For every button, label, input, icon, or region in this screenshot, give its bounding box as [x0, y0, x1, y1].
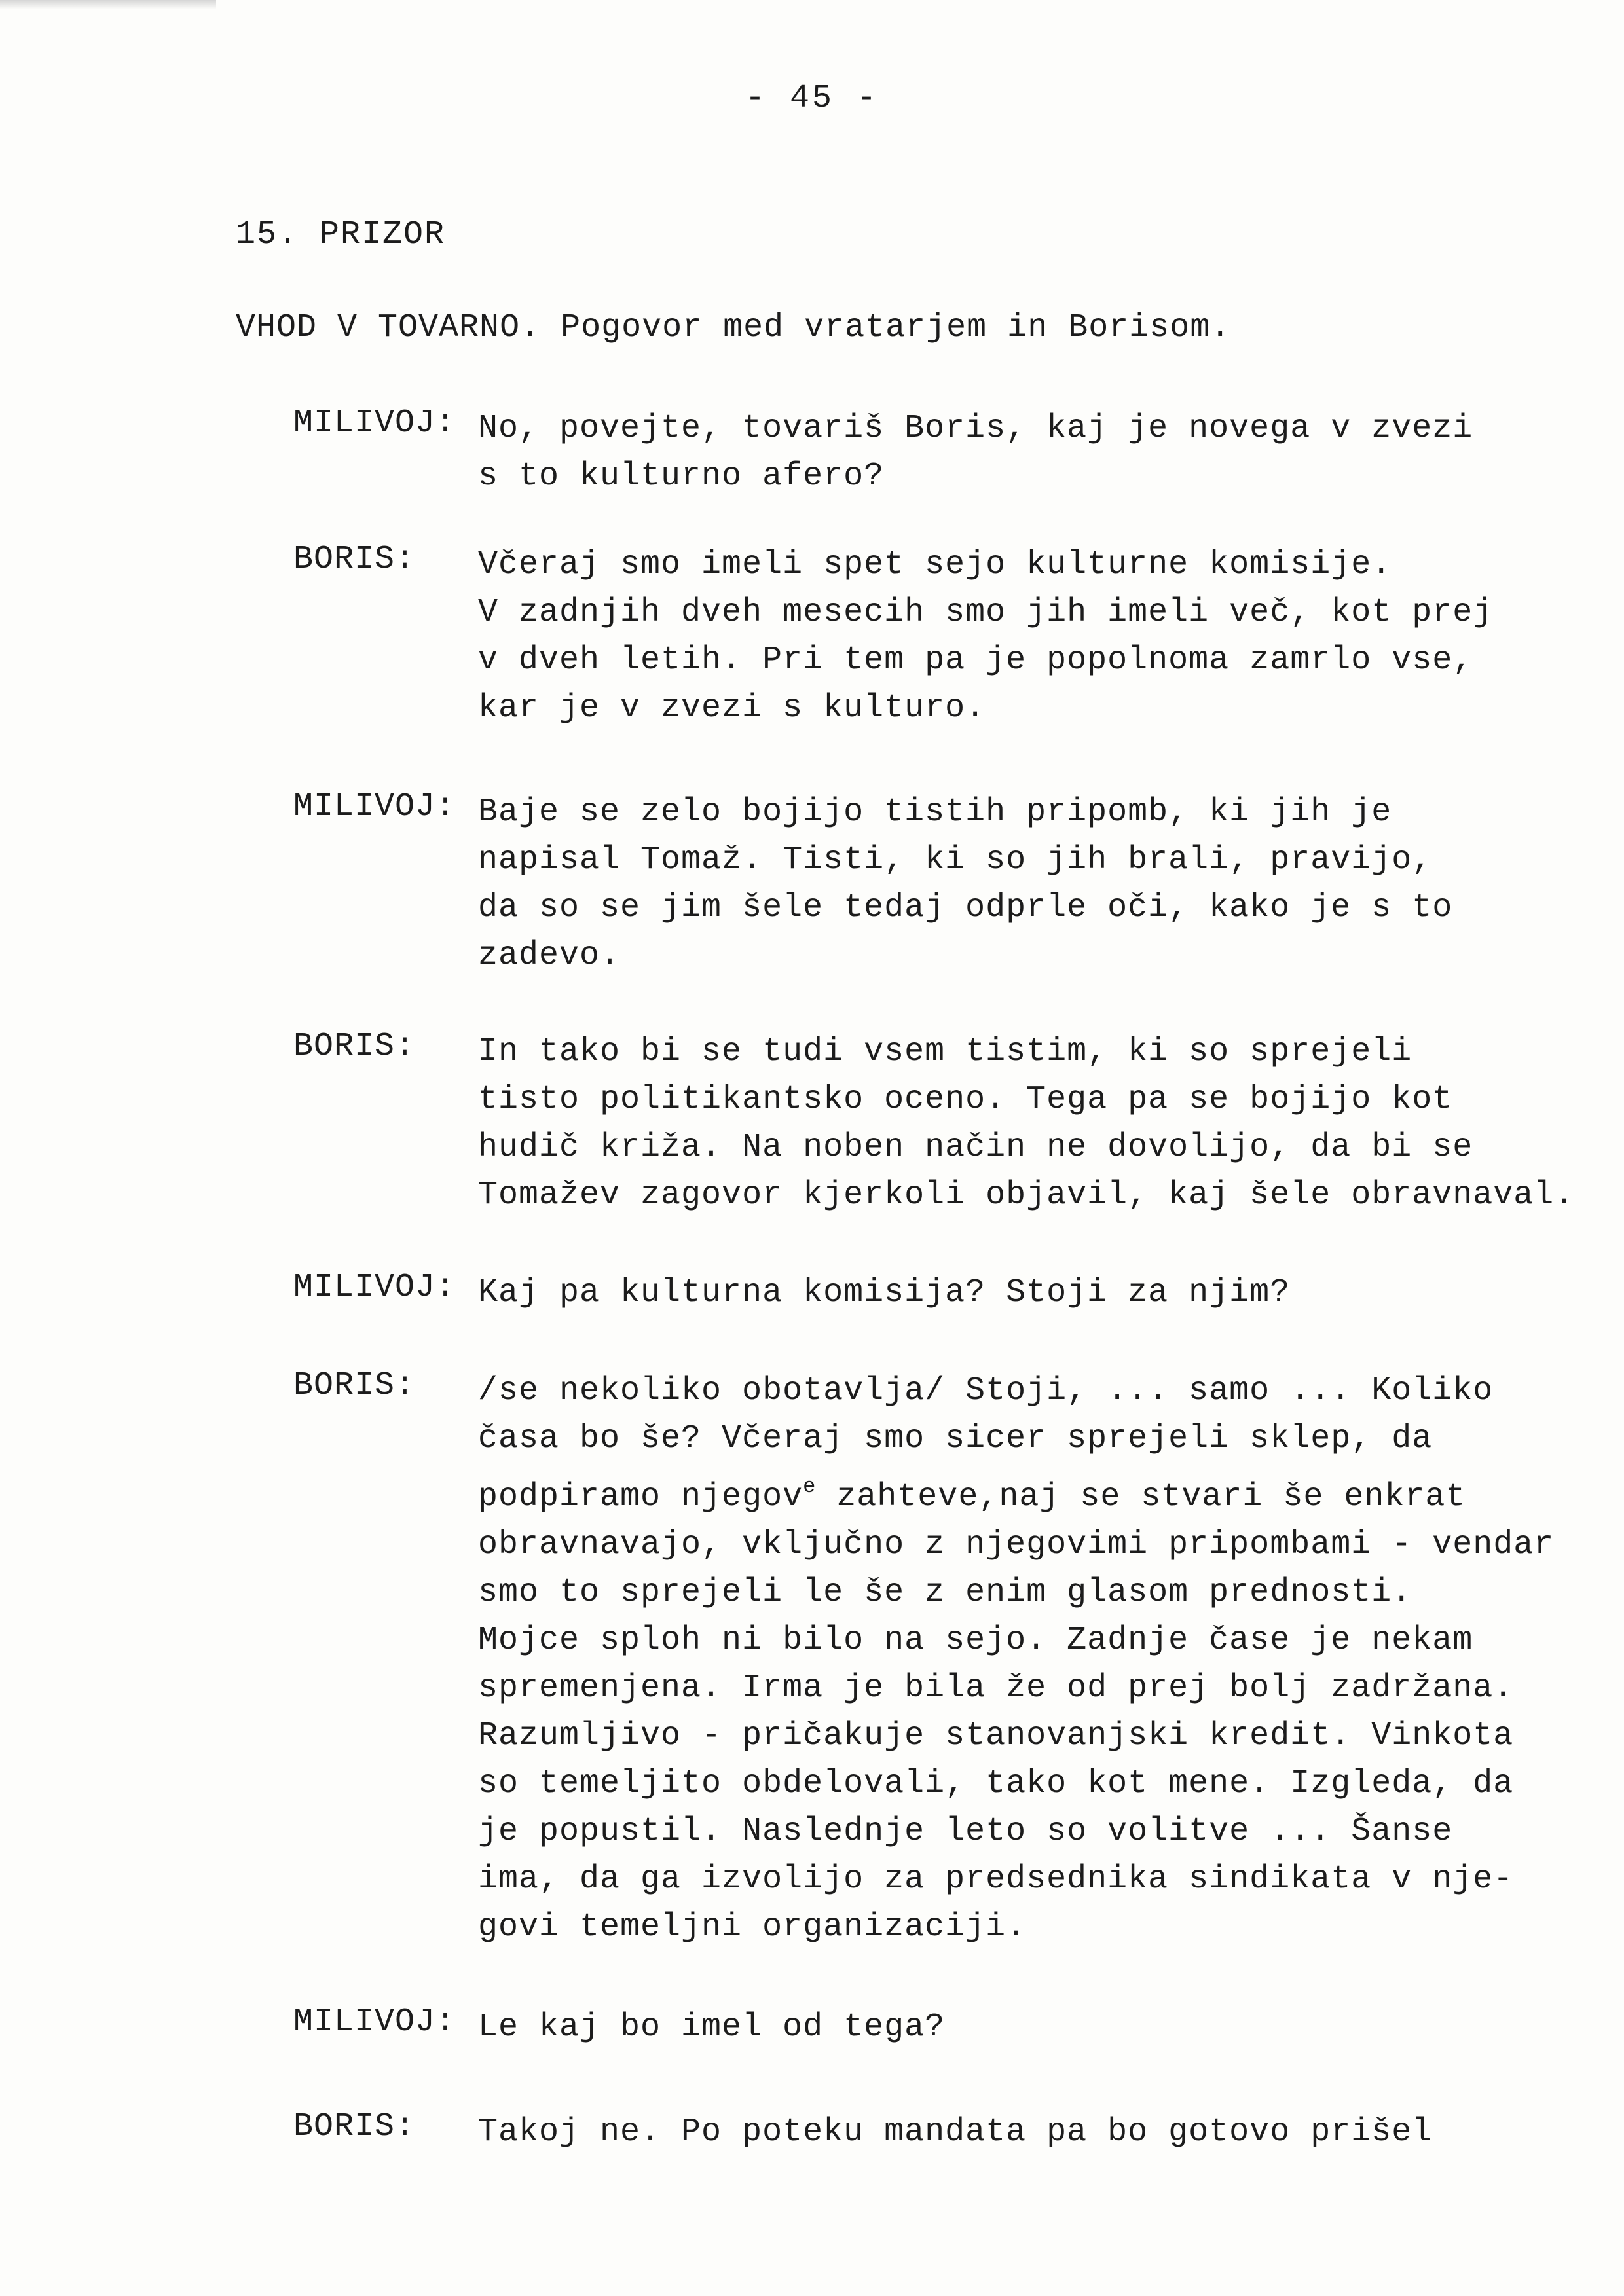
- speech-line: časa bo še? Včeraj smo sicer sprejeli sklep, da: [478, 1420, 1433, 1457]
- speech-text: [478, 788, 1591, 979]
- speech-line: napisal Tomaž. Tisti, ki so jih brali, pravijo,: [478, 841, 1433, 879]
- speaker-name: MILIVOJ:: [293, 2003, 456, 2041]
- speech-line: V zadnjih dveh mesecih smo jih imeli več, kot prej: [478, 594, 1494, 631]
- speech-line: Včeraj smo imeli spet sejo kulturne komisije.: [478, 546, 1392, 583]
- speech-line: v dveh letih. Pri tem pa je popolnoma zamrlo vse,: [478, 642, 1473, 679]
- speech-line: tisto politikantsko oceno. Tega pa se bojijo kot: [478, 1081, 1453, 1118]
- speech-line: Le kaj bo imel od tega?: [478, 2009, 946, 2046]
- speaker-name: MILIVOJ:: [293, 1269, 456, 1306]
- scene-heading: 15. PRIZOR: [236, 216, 446, 253]
- speech-line-end: zahteve,naj se stvari še enkrat: [816, 1478, 1466, 1516]
- speech-line: hudič križa. Na noben način ne dovolijo, da bi se: [478, 1129, 1473, 1166]
- speech-text: [478, 2108, 1591, 2156]
- speech-line: Mojce sploh ni bilo na sejo. Zadnje čase je nekam: [478, 1622, 1473, 1659]
- speech-line: so temeljito obdelovali, tako kot mene. Izgleda, da: [478, 1765, 1514, 1802]
- speaker-name: BORIS:: [293, 2108, 416, 2145]
- speech-line: In tako bi se tudi vsem tistim, ki so sprejeli: [478, 1033, 1412, 1070]
- stage-direction: VHOD V TOVARNO. Pogovor med vratarjem in Borisom.: [236, 309, 1231, 346]
- speech-line: spremenjena. Irma je bila že od prej bolj zadržana.: [478, 1669, 1514, 1707]
- speaker-name: BORIS:: [293, 1028, 416, 1065]
- speech-line: /se nekoliko obotavlja/ Stoji, ... samo ... Koliko: [478, 1372, 1494, 1410]
- speech-line: obravnavajo, vključno z njegovimi pripombami - vendar: [478, 1526, 1555, 1563]
- speech-text: [478, 1028, 1591, 1219]
- speech-line: Tomažev zagovor kjerkoli objavil, kaj šele obravnaval.: [478, 1176, 1575, 1214]
- speech-line: s to kulturno afero?: [478, 458, 885, 495]
- speaker-name: BORIS:: [293, 1367, 416, 1404]
- speech-line: zadevo.: [478, 937, 621, 974]
- speech-text: [478, 405, 1591, 500]
- speech-line: Baje se zelo bojijo tistih pripomb, ki jih je: [478, 793, 1392, 831]
- speech-text: [478, 2003, 1591, 2051]
- speech-line: kar je v zvezi s kulturo.: [478, 689, 986, 727]
- speech-line: Razumljivo - pričakuje stanovanjski kredit. Vinkota: [478, 1717, 1514, 1755]
- speaker-name: BORIS:: [293, 541, 416, 578]
- speaker-name: MILIVOJ:: [293, 788, 456, 826]
- speech-text: [478, 541, 1591, 732]
- superscript-correction: e: [803, 1474, 817, 1499]
- speech-text: [478, 1269, 1591, 1317]
- speech-line: [478, 1463, 1591, 1521]
- speech-line: ima, da ga izvolijo za predsednika sindikata v nje-: [478, 1861, 1514, 1898]
- scan-edge-shadow: [0, 0, 216, 9]
- speech-line: smo to sprejeli le še z enim glasom prednosti.: [478, 1574, 1412, 1611]
- page-number: - 45 -: [745, 80, 879, 117]
- speech-line: No, povejte, tovariš Boris, kaj je novega v zvezi: [478, 410, 1473, 447]
- speaker-name: MILIVOJ:: [293, 405, 456, 442]
- speech-line: Takoj ne. Po poteku mandata pa bo gotovo prišel: [478, 2113, 1433, 2151]
- speech-text: [478, 1367, 1591, 1951]
- speech-line: da so se jim šele tedaj odprle oči, kako je s to: [478, 889, 1453, 926]
- speech-line: Kaj pa kulturna komisija? Stoji za njim?: [478, 1274, 1291, 1311]
- speech-line-start: podpiramo njegov: [478, 1478, 803, 1516]
- speech-line: je popustil. Naslednje leto so volitve ... Šanse: [478, 1813, 1453, 1850]
- speech-line: govi temeljni organizaciji.: [478, 1908, 1027, 1946]
